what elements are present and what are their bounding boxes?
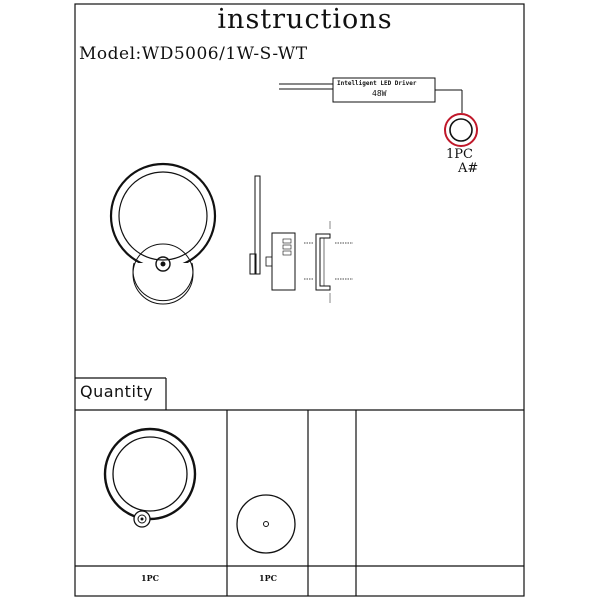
driver-quantity: 1PC (446, 147, 473, 162)
quantity-count-round-base: 1PC (259, 573, 277, 583)
quantity-round-base-icon (237, 495, 295, 553)
quantity-ring-lamp-icon (105, 429, 195, 527)
driver-power: 48W (372, 89, 387, 98)
quantity-header: Quantity (80, 382, 154, 401)
bracket-and-screws-drawing (304, 221, 353, 303)
ring-lamp-front-view (111, 164, 215, 304)
driver-label: Intelligent LED Driver (337, 80, 417, 87)
model-number: Model:WD5006/1W-S-WT (79, 44, 308, 64)
mounting-plate-drawing (266, 233, 295, 290)
driver-ring-icon (445, 114, 477, 146)
ring-lamp-side-view (250, 176, 260, 274)
quantity-count-ring-lamp: 1PC (141, 573, 159, 583)
page-title: instructions (217, 4, 393, 35)
page-border (75, 4, 524, 596)
driver-code: A# (458, 161, 479, 176)
quantity-table-lines (75, 378, 524, 596)
